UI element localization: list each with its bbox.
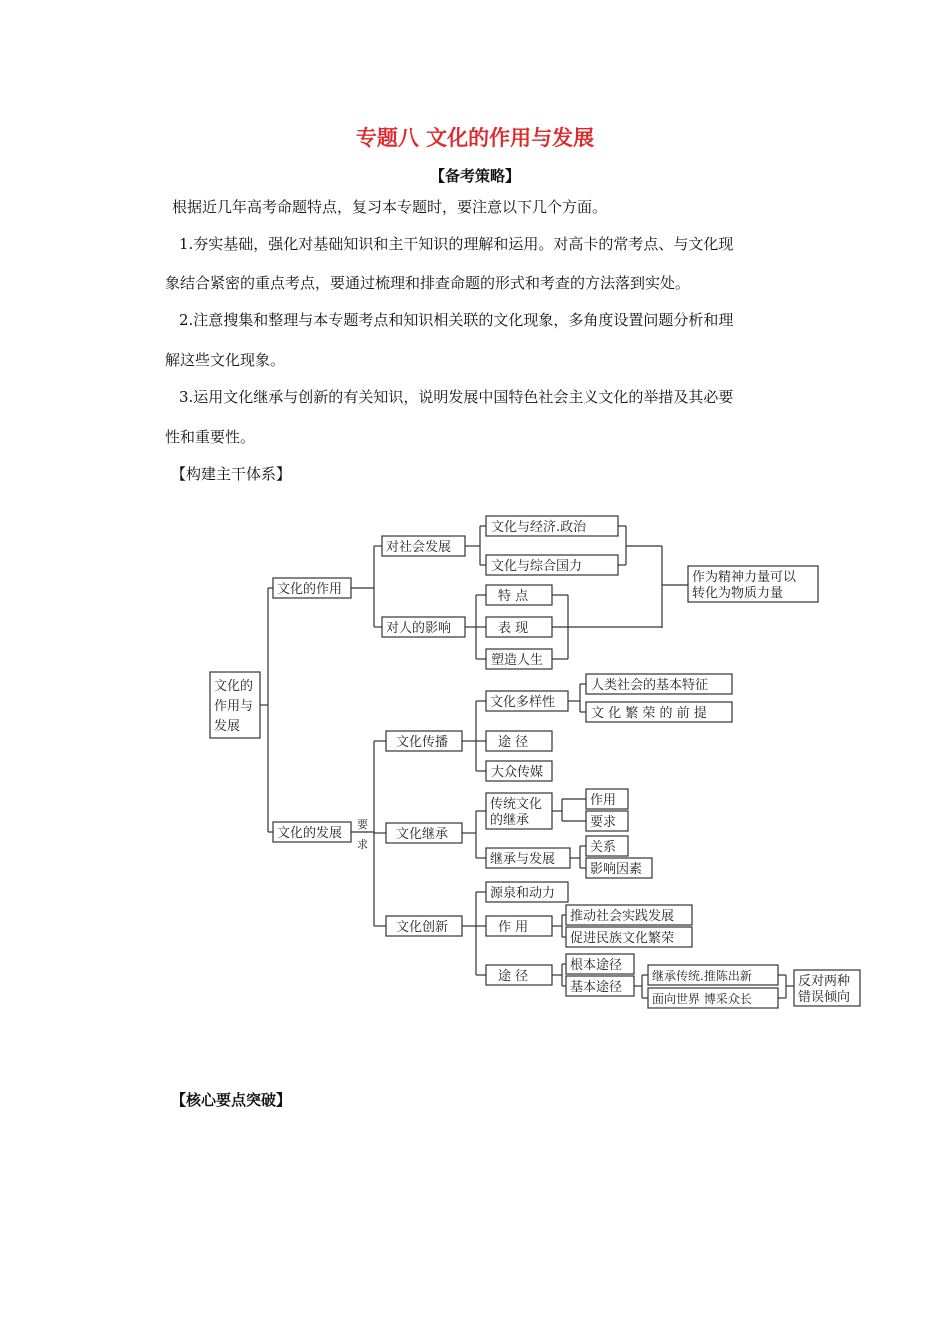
route-label: 途 径 [498,735,529,750]
social-label: 对社会发展 [386,540,452,555]
prosper-label: 文 化 繁 荣 的 前 提 [591,706,707,721]
relation-label: 关系 [590,840,617,855]
express-label: 表 现 [498,621,529,636]
fundamental-path-label: 根本途径 [570,958,623,973]
oppose-label-1: 反对两种 [798,974,851,989]
feature-label: 特 点 [498,589,529,604]
source-label: 源泉和动力 [490,886,556,901]
root-label-2: 作用与 [214,699,254,714]
root-label-1: 文化的 [214,679,254,694]
carry-on-label: 继承传统.推陈出新 [652,969,752,983]
page-title: 专题八 文化的作用与发展 [355,126,595,150]
world-label: 面向世界 博采众长 [652,992,752,1006]
point-2-line-2: 解这些文化现象。 [165,351,286,369]
function-label: 作 用 [498,920,529,935]
section-heading-framework: 【构建主干体系】 [171,465,292,483]
national-power-label: 文化与综合国力 [491,559,583,574]
point-2-line-1: 2.注意搜集和整理与本专题考点和知识相关联的文化现象，多角度设置问题分析和理 [179,311,734,329]
spread-label: 文化传播 [396,735,449,750]
econ-politics-label: 文化与经济.政治 [491,520,587,535]
dev-label: 文化的发展 [277,826,343,841]
path-label: 途 径 [498,969,529,984]
point-3-line-1: 3.运用文化继承与创新的有关知识，说明发展中国特色社会主义文化的举措及其必要 [179,388,734,406]
push-label: 推动社会实践发展 [570,909,675,924]
factor-label: 影响因素 [590,862,643,877]
spirit-label-1: 作为精神力量可以 [692,570,797,585]
demand-label: 要求 [590,815,617,830]
promote-label: 促进民族文化繁荣 [570,931,675,946]
section-heading-core-points: 【核心要点突破】 [171,1091,292,1109]
role-label: 文化的作用 [277,582,343,597]
tradition-label-2: 的继承 [490,813,530,828]
effect-label: 作用 [590,793,617,808]
intro-paragraph: 根据近几年高考命题特点，复习本专题时，要注意以下几个方面。 [172,198,608,216]
media-label: 大众传媒 [491,765,544,780]
diversity-label: 文化多样性 [490,695,556,710]
requirement-label-2: 求 [357,838,368,851]
person-label: 对人的影响 [386,621,452,636]
point-3-line-2: 性和重要性。 [165,428,256,446]
human-society-label: 人类社会的基本特征 [591,678,709,693]
inherit-label: 文化继承 [396,827,449,842]
tradition-label-1: 传统文化 [490,797,543,812]
shape-label: 塑造人生 [491,653,544,668]
basic-path-label: 基本途径 [570,980,623,995]
section-heading-strategy: 【备考策略】 [429,167,520,185]
point-1-line-1: 1.夯实基础，强化对基础知识和主干知识的理解和运用。对高卡的常考点、与文化现 [179,235,734,253]
spirit-label-2: 转化为物质力量 [692,586,784,601]
oppose-label-2: 错误倾向 [798,990,851,1005]
root-label-3: 发展 [214,719,241,734]
knowledge-framework-diagram [200,508,870,1013]
point-1-line-2: 象结合紧密的重点考点，要通过梳理和排查命题的形式和考查的方法落到实处。 [165,274,691,292]
inherit-dev-label: 继承与发展 [490,852,556,867]
requirement-label-1: 要 [357,818,368,831]
innovation-label: 文化创新 [396,920,449,935]
